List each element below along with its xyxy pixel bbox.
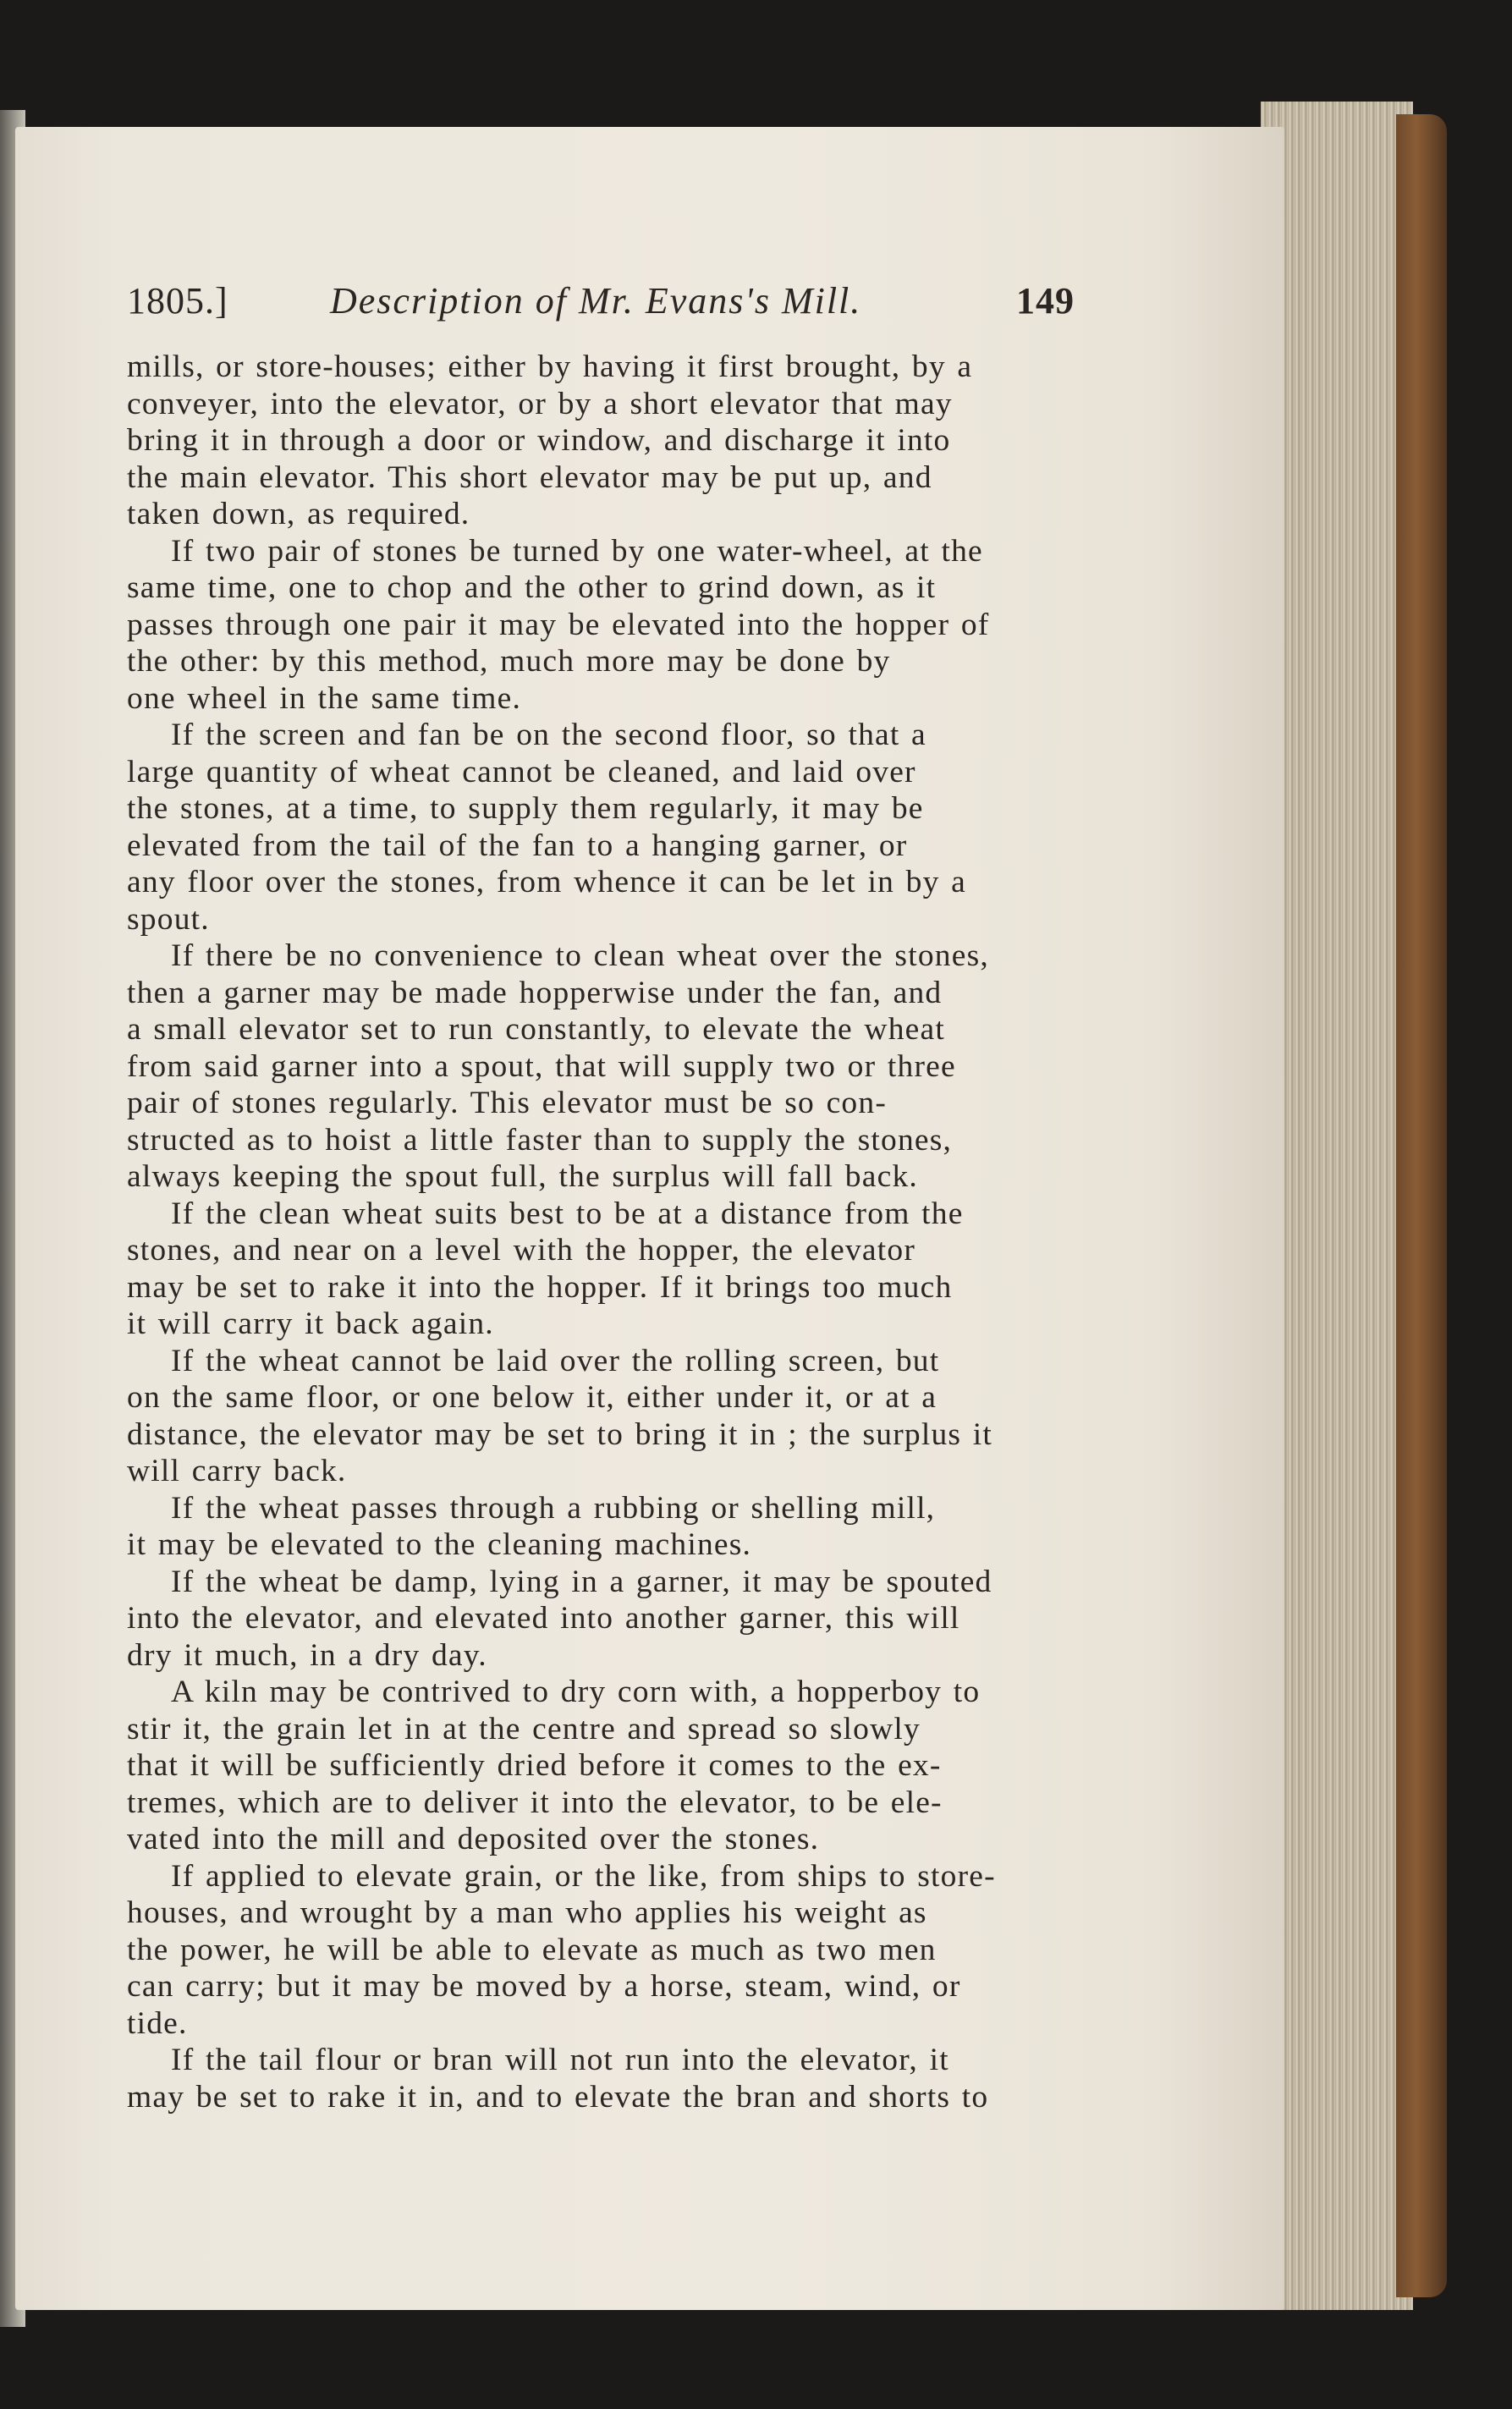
text-line: pair of stones regularly. This elevator must be so con- (127, 1086, 888, 1120)
text-line: houses, and wrought by a man who applies his weight as (127, 1895, 927, 1930)
text-line: from said garner into a spout, that will supply two or three (127, 1048, 956, 1084)
text-line: then a garner may be made hopperwise under the fan, and (127, 975, 943, 1010)
text-line: If the screen and fan be on the second floor, so that a (171, 718, 926, 752)
text-line: structed as to hoist a little faster than to supply the stones, (127, 1122, 953, 1158)
text-line: If the tail flour or bran will not run into the elevator, it (171, 2043, 949, 2077)
text-line: the stones, at a time, to supply them regularly, it may be (127, 791, 924, 826)
page-number: 149 (1016, 280, 1075, 322)
text-line: dry it much, in a dry day. (127, 1637, 487, 1673)
text-line: on the same floor, or one below it, either under it, or at a (127, 1380, 937, 1415)
text-line: the main elevator. This short elevator may be put up, and (127, 459, 932, 495)
text-line: may be set to rake it in, and to elevate the bran and shorts to (127, 2079, 989, 2115)
running-head-year: 1805.] (127, 280, 228, 322)
text-line: into the elevator, and elevated into another garner, this will (127, 1601, 960, 1636)
book-cover-board (1396, 114, 1447, 2297)
text-line: can carry; but it may be moved by a horse, steam, wind, or (127, 1969, 961, 2004)
text-line: may be set to rake it into the hopper. If it brings too much (127, 1269, 953, 1305)
running-head (127, 279, 1075, 338)
text-line: If the clean wheat suits best to be at a distance from the (171, 1196, 964, 1231)
text-line: the power, he will be able to elevate as much as two men (127, 1932, 937, 1967)
text-line: If two pair of stones be turned by one water-wheel, at the (171, 533, 983, 569)
text-line: stones, and near on a level with the hopper, the elevator (127, 1233, 916, 1268)
text-line: If the wheat passes through a rubbing or shelling mill, (171, 1490, 936, 1526)
text-line: stir it, the grain let in at the centre and spread so slowly (127, 1711, 921, 1746)
text-line: same time, one to chop and the other to grind down, as it (127, 570, 937, 605)
text-line: A kiln may be contrived to dry corn with, a hopperboy to (171, 1675, 981, 1709)
text-line: one wheel in the same time. (127, 680, 522, 716)
text-line: it may be elevated to the cleaning machines. (127, 1527, 752, 1562)
text-line: any floor over the stones, from whence it can be let in by a (127, 865, 966, 899)
running-head-title: Description of Mr. Evans's Mill. (330, 280, 862, 322)
text-line: it will carry it back again. (127, 1306, 494, 1341)
body-text (127, 349, 1075, 2115)
text-line: vated into the mill and deposited over the stones. (127, 1822, 820, 1856)
text-line: distance, the elevator may be set to bring it in ; the surplus it (127, 1416, 993, 1452)
text-line: If the wheat cannot be laid over the rolling screen, but (171, 1343, 940, 1378)
text-line: always keeping the spout full, the surplus will fall back. (127, 1159, 918, 1194)
text-line: taken down, as required. (127, 497, 470, 531)
text-block (127, 279, 1075, 2115)
text-line: tide. (127, 2005, 188, 2041)
text-line: tremes, which are to deliver it into the elevator, to be ele- (127, 1785, 943, 1820)
text-line: will carry back. (127, 1454, 347, 1488)
text-line: that it will be sufficiently dried before it comes to the ex- (127, 1748, 942, 1783)
text-line: the other: by this method, much more may be done by (127, 644, 891, 679)
text-line: a small elevator set to run constantly, to elevate the wheat (127, 1012, 945, 1047)
text-line: If there be no convenience to clean wheat over the stones, (171, 938, 989, 973)
text-line: If the wheat be damp, lying in a garner, it may be spouted (171, 1564, 992, 1599)
text-line: passes through one pair it may be elevated into the hopper of (127, 607, 990, 642)
text-line: elevated from the tail of the fan to a hanging garner, or (127, 828, 908, 863)
text-line: If applied to elevate grain, or the like, from ships to store- (171, 1858, 996, 1894)
text-line: bring it in through a door or window, and discharge it into (127, 423, 951, 458)
text-line: large quantity of wheat cannot be cleaned, and laid over (127, 754, 916, 789)
text-line: conveyer, into the elevator, or by a short elevator that may (127, 386, 953, 421)
text-line: spout. (127, 901, 210, 937)
text-line: mills, or store-houses; either by having it first brought, by a (127, 349, 973, 384)
